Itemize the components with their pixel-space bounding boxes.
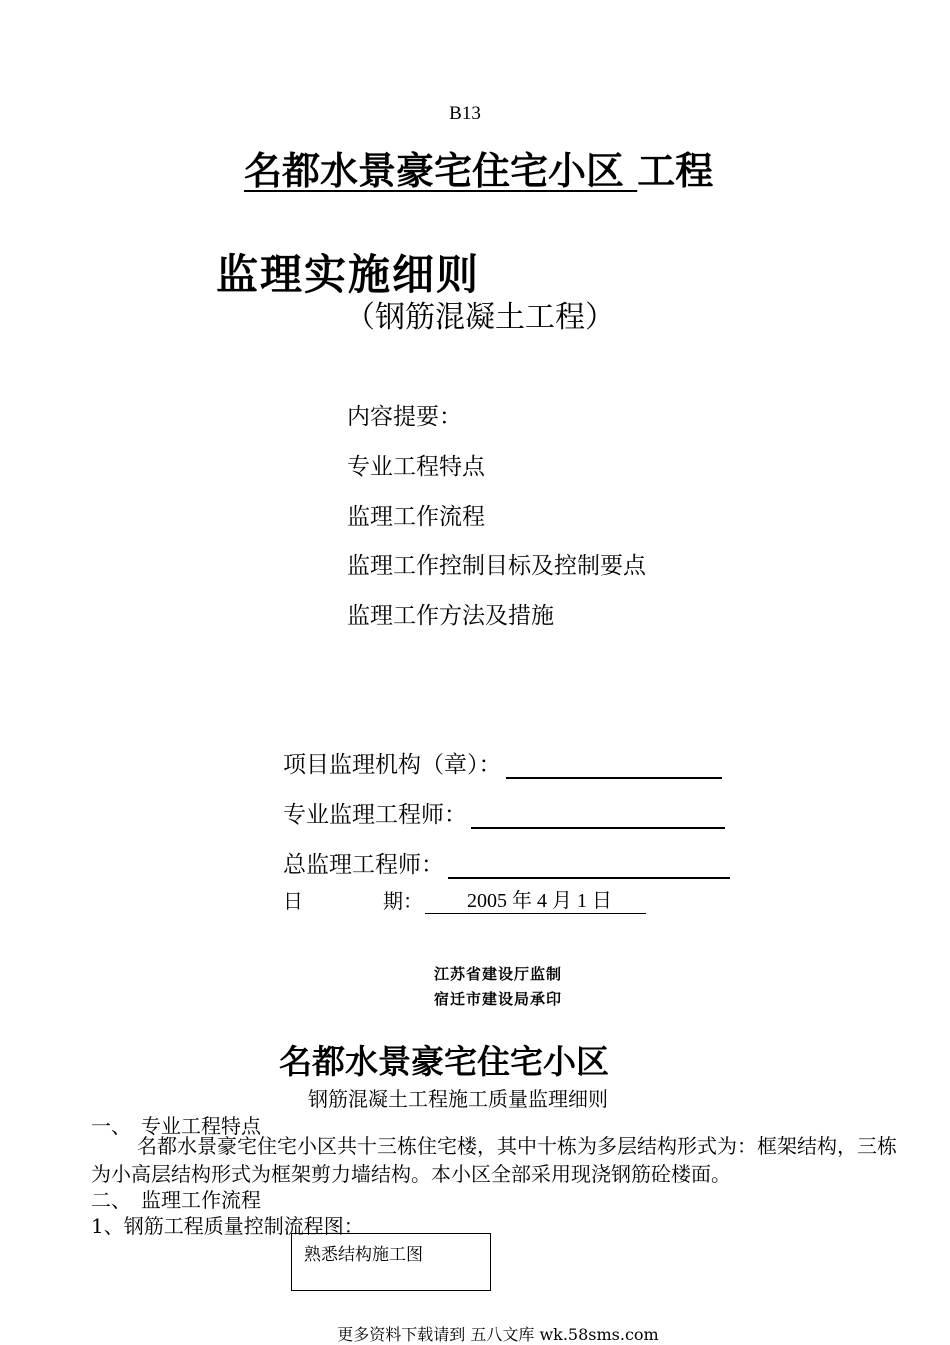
document-subtitle: （钢筋混凝土工程） xyxy=(345,300,615,335)
date-label: 日 期： xyxy=(283,889,423,913)
footer-note: 更多资料下载请到 五八文库 wk.58sms.com xyxy=(337,1325,659,1344)
flowchart-box-text: 熟悉结构施工图 xyxy=(304,1245,423,1265)
section-title: 名都水景豪宅住宅小区 xyxy=(279,1042,609,1081)
agency-label: 项目监理机构（章）： xyxy=(283,752,502,778)
summary-heading: 内容提要： xyxy=(347,404,462,430)
specialist-signature-line xyxy=(471,801,725,829)
agency-signature-row xyxy=(283,746,722,779)
chief-signature-row xyxy=(283,846,730,879)
project-name: 名都水景豪宅住宅小区 xyxy=(244,149,638,193)
specialist-signature-row xyxy=(283,796,725,829)
heading-workflow: 二、 监理工作流程 xyxy=(91,1188,261,1212)
chief-label: 总监理工程师： xyxy=(283,852,444,878)
date-value: 2005 年 4 月 1 日 xyxy=(425,884,646,914)
issuer-line: 江苏省建设厅监制 xyxy=(433,965,562,983)
project-suffix: 工程 xyxy=(637,149,714,193)
flowchart-box xyxy=(291,1233,491,1291)
specialist-label: 专业监理工程师： xyxy=(283,802,467,828)
flowchart-label: 1、钢筋工程质量控制流程图： xyxy=(91,1214,364,1238)
paragraph-specialty-features: 名都水景豪宅住宅小区共十三栋住宅楼，其中十栋为多层结构形式为：框架结构，三栋为小高层结构形式为框架剪力墙结构。本小区全部采用现浇钢筋砼楼面。 xyxy=(91,1134,897,1186)
summary-item: 监理工作流程 xyxy=(347,504,485,530)
heading-specialty-features: 一、 专业工程特点 xyxy=(91,1114,261,1138)
document-title: 监理实施细则 xyxy=(216,250,481,299)
project-title xyxy=(244,140,713,195)
section-subtitle: 钢筋混凝土工程施工质量监理细则 xyxy=(308,1087,608,1111)
document-code: B13 xyxy=(449,103,481,124)
chief-signature-line xyxy=(448,851,730,879)
agency-signature-line xyxy=(506,751,722,779)
summary-item: 监理工作方法及措施 xyxy=(347,603,554,629)
printer-line: 宿迁市建设局承印 xyxy=(433,990,562,1008)
summary-item: 监理工作控制目标及控制要点 xyxy=(347,553,646,579)
date-row xyxy=(283,884,646,914)
summary-item: 专业工程特点 xyxy=(347,454,485,480)
